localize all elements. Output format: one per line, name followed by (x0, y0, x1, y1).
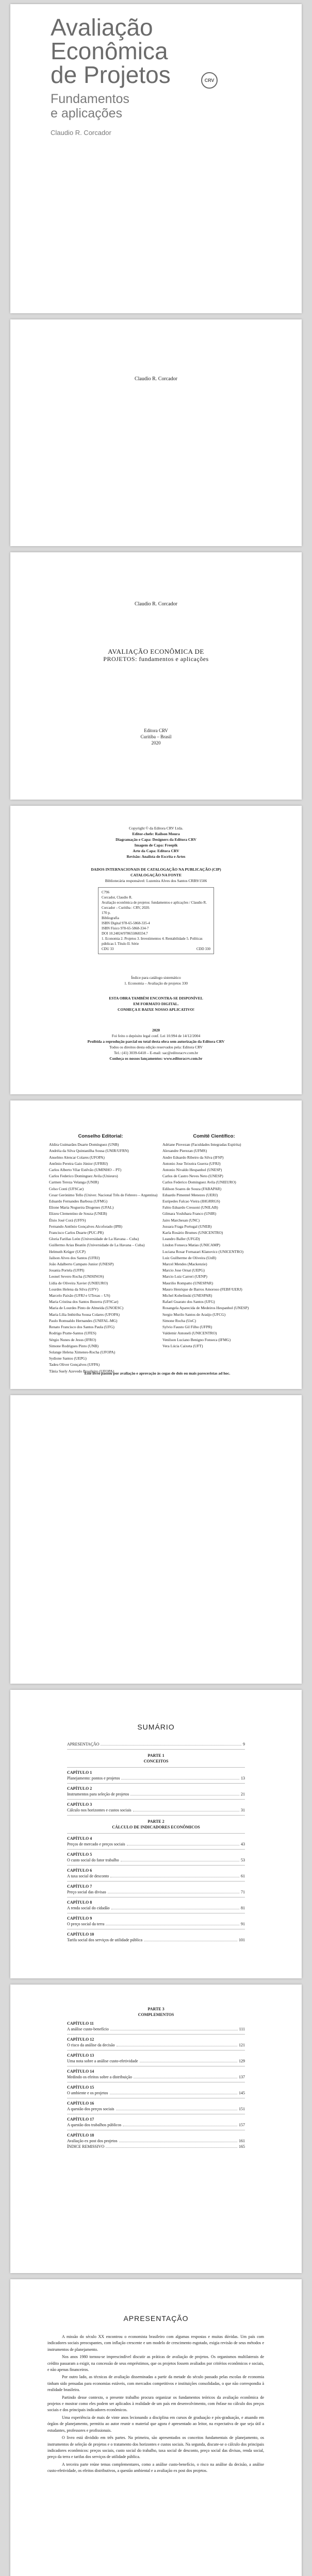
toc-chapter-label: CAPÍTULO 16 (67, 2101, 94, 2106)
editorial-board-member: Maria Lília Imbiriba Sousa Colares (UFOPA) (49, 1312, 120, 1317)
index-line: Índice para catálogo sistemático (131, 975, 181, 980)
cover-title-line: de Projetos (51, 61, 171, 88)
editorial-board-column (49, 1133, 158, 1375)
toc-entry[interactable] (67, 2138, 245, 2144)
toc-chapter-label: CAPÍTULO 4 (67, 1836, 92, 1841)
legal-line: Conheça os nossos lançamentos: www.editoracrv.com.br (109, 1056, 203, 1061)
toc-chapter-label: CAPÍTULO 1 (67, 1770, 92, 1775)
ficha-line: Bibliografia (102, 916, 119, 920)
ficha-line: Avaliação econômica de projetos: fundamentos e aplicações / Claudio R. Corcador – Curitiba : CRV, 2020. (102, 901, 207, 910)
copyright-credits (46, 825, 266, 859)
toc-entry-page: 111 (239, 2027, 245, 2031)
scientific-committee-member: Simone Rocha (UnC) (162, 1318, 196, 1323)
legal-line: Tel.: (41) 3039-6418 – E-mail: sac@editoracrv.com.br (113, 1050, 199, 1055)
toc-entry-page: 91 (241, 1922, 245, 1926)
toc-leader-dots (116, 2106, 237, 2110)
scientific-committee-column (162, 1133, 266, 1375)
toc-part-name: CONCEITOS (143, 1759, 169, 1764)
toc-leader-dots (144, 1937, 237, 1941)
toc-leader-dots (110, 1873, 239, 1877)
toc-leader-dots (117, 2042, 237, 2046)
editorial-board-member: Elione Maria Nogueira Diogenes (UFAL) (49, 1205, 114, 1210)
half-title-author: Claudio R. Corcador (134, 376, 178, 382)
ficha-line: ISBN Digital 978-65-5868-335-4 (102, 921, 150, 925)
editorial-board-member: Aldira Guimarães Duarte Domínguez (UNB) (49, 1142, 119, 1147)
scientific-committee-member: Fabio Eduardo Cressoni (UNILAB) (162, 1205, 218, 1210)
editorial-board-member: Lourdes Helena da Silva (UFV) (49, 1286, 98, 1292)
cover-subtitle-line: e aplicações (51, 106, 122, 121)
toc-leader-dots (106, 1921, 239, 1925)
scientific-committee-member: Marcio Jose Ornat (UEPG) (162, 1268, 205, 1273)
toc-entry-page: 71 (241, 1890, 245, 1894)
title-page (10, 552, 302, 800)
toc-entry[interactable] (67, 1857, 245, 1863)
editorial-board-member: Solange Helena Ximenes-Rocha (UFOPA) (49, 1349, 116, 1354)
peer-review-note: Este livro passou por avaliação e aprovação às cegas de dois ou mais pareceristas ad hoc. (84, 1371, 231, 1376)
scientific-committee-member: Rafael Guarato dos Santos (UFG) (162, 1299, 215, 1304)
toc-entry-title: Planejamento: pontos e projetos (67, 1776, 120, 1781)
catalog-heading-line: Bibliotecária responsável: Luzenira Alves dos Santos CRB9/1506 (105, 878, 207, 883)
ficha-class-row (102, 946, 210, 952)
credit-line: Imagem de Capa: Freepik (134, 843, 178, 848)
scientific-committee-member: Karla Rosário Brumes (UNICENTRO) (162, 1230, 223, 1235)
cover-page (10, 4, 302, 313)
toc-chapter-label: CAPÍTULO 5 (67, 1852, 92, 1857)
toc-entry-title: Preço social das divisas (67, 1890, 106, 1894)
presentation-text (47, 2334, 264, 2476)
toc-entry-page: 9 (243, 1742, 245, 1747)
legal-line: Foi feito o depósito legal conf. Lei 10.994 de 14/12/2004 (111, 1033, 201, 1038)
catalog-index (46, 975, 266, 986)
cover-title (51, 15, 171, 87)
scientific-committee-member: Adriane Piovezan (Faculdades Integradas Espírita) (162, 1142, 241, 1147)
paragraph: A terceira parte reúne temas complementares, como a análise custo-benefício, o risco na análise da decisão, a análise custo-efetividade, os efeitos distributivos, a questão ambiental e a avaliação ex post dos projetos. (47, 2462, 264, 2473)
toc-entry-page: 151 (239, 2107, 245, 2111)
editorial-board-member: João Adalberto Campato Junior (UNESP) (49, 1262, 114, 1267)
toc-entry[interactable] (67, 1775, 245, 1781)
ficha-cdd: CDD 330 (196, 947, 210, 951)
toc-entry-page: 13 (241, 1776, 245, 1781)
toc-chapter-label: CAPÍTULO 7 (67, 1884, 92, 1889)
catalog-heading (46, 867, 266, 884)
editorial-board-member: Eduardo Fernandes Barbosa (UFMG) (49, 1199, 108, 1204)
credit-line: Editor-chefe: Railson Moura (132, 832, 180, 836)
summary-page-2 (10, 1985, 302, 2273)
title-page-subtitle: PROJETOS: fundamentos e aplicações (103, 655, 209, 663)
editorial-board-member: Élsio José Corá (UFFS) (49, 1217, 86, 1223)
presentation-page (10, 2279, 302, 2576)
toc-separator (67, 2034, 245, 2035)
scientific-committee-member: Carlos Federico Dominguez Avila (UNIEURO) (162, 1180, 236, 1185)
scientific-committee-member: Valdemir Antoneli (UNICENTRO) (162, 1331, 217, 1336)
scientific-committee-member: Gilmara Yoshihara Franco (UNIR) (162, 1211, 217, 1216)
scientific-committee-member: Antonio Nivaldo Hespanhol (UNESP) (162, 1167, 222, 1173)
editorial-board-member: Celso Conti (UFSCar) (49, 1186, 84, 1191)
publisher-line: 2020 (151, 740, 161, 745)
copyright-page (10, 806, 302, 1094)
toc-entry[interactable] (67, 2074, 245, 2080)
toc-entry-page: 21 (241, 1792, 245, 1797)
editorial-board-member: Maria de Lourdes Pinto de Almeida (UNOESC) (49, 1306, 124, 1311)
toc-leader-dots (110, 2090, 237, 2094)
editorial-board-member: Anselmo Alencar Colares (UFOPA) (49, 1155, 105, 1160)
scientific-committee-member: Rosangela Aparecida de Medeiros Hespanhol (UNESP) (162, 1306, 249, 1311)
editorial-board-member: Marcelo Paixão (UFRJ e UTexas – US) (49, 1293, 110, 1298)
toc-entry[interactable] (67, 2026, 245, 2032)
editorial-board-member: Tadeu Oliver Gonçalves (UFPA) (49, 1362, 100, 1367)
digital-notice (46, 995, 266, 1012)
editorial-board-member: Sérgio Nunes de Jesus (IFRO) (49, 1337, 96, 1342)
toc-separator (67, 1815, 245, 1816)
editorial-board-member: Elizeu Clementino de Souza (UNEB) (49, 1211, 107, 1216)
toc-entry-title: Cálculo nos horizontes e custos sociais (67, 1808, 132, 1812)
scientific-committee-member: Venilson Luciano Benigno Fonseca (IFMG) (162, 1337, 231, 1342)
scientific-committee-member: Mauro Henrique de Barros Amoroso (FEBF/UERJ) (162, 1286, 242, 1292)
title-page-title: AVALIAÇÃO ECONÔMICA DE (108, 648, 204, 655)
ficha-line: C796 (102, 890, 110, 894)
credit-line: Arte da Capa: Editora CRV (133, 849, 179, 853)
toc-entry-page: 101 (239, 1938, 245, 1942)
title-page-author: Claudio R. Corcador (134, 601, 178, 607)
paragraph: Por outro lado, as técnicas de avaliação disseminadas a partir da metade do século passado pelas escolas de economia tinham sido pensadas para economias estáveis, com mercados competitivos e instituições consolidadas, o que não correspondia à realidade brasileira. (47, 2375, 264, 2393)
toc-entry-title: O preço social da terra (67, 1922, 105, 1926)
toc-chapter-label: CAPÍTULO 18 (67, 2133, 94, 2138)
scientific-committee-member: Carlos de Castro Neves Neto (UNESP) (162, 1174, 223, 1179)
editorial-board-member: Simone Rodrigues Pinto (UNB) (49, 1343, 99, 1348)
scientific-committee-member: Marcel Mendes (Mackenzie) (162, 1262, 207, 1267)
editorial-board-heading: Conselho Editorial: (78, 1133, 123, 1139)
toc-leader-dots (106, 2144, 237, 2148)
toc-entry-page: 161 (239, 2139, 245, 2143)
ficha-cdu: CDU 33 (102, 947, 114, 951)
editorial-columns (49, 1133, 266, 1375)
editorial-board-member: Rodrigo Pratte-Santos (UFES) (49, 1331, 96, 1336)
toc-leader-dots (133, 1807, 239, 1811)
index-line: 1. Economia – Avaliação de projetos 330 (124, 981, 188, 986)
toc-entry-page: 137 (239, 2075, 245, 2079)
digital-notice-line: ESTA OBRA TAMBÉM ENCONTRA-SE DISPONÍVEL (109, 996, 203, 1001)
toc-chapter-label: CAPÍTULO 8 (67, 1900, 92, 1905)
catalog-card (98, 887, 214, 954)
toc-leader-dots (110, 2026, 238, 2030)
toc-entry[interactable] (67, 1791, 245, 1797)
toc-entry[interactable] (67, 1841, 245, 1847)
toc-entry-page: 31 (241, 1808, 245, 1812)
toc-entry[interactable] (67, 2090, 245, 2096)
toc-leader-dots (123, 2122, 237, 2126)
toc-entry-title: Instrumentos para seleção de projetos (67, 1792, 129, 1797)
toc-part-name: CÁLCULO DE INDICADORES ECONÔMICOS (112, 1825, 200, 1829)
editorial-board-member: Leonel Severo Rocha (UNISINOS) (49, 1274, 104, 1279)
toc-leader-dots (130, 1791, 239, 1795)
summary-page-1 (10, 1690, 302, 1978)
ficha-line: ISBN Físico 978-65-5868-334-7 (102, 926, 149, 930)
editorial-board-member: Andréia da Silva Quintanilha Sousa (UNIR/UFRN) (49, 1148, 129, 1154)
summary-title: SUMÁRIO (137, 1723, 175, 1731)
toc-entry-title: O risco da análise da decisão (67, 2043, 115, 2047)
toc-entry[interactable] (67, 1921, 245, 1927)
toc-entry-page: 61 (241, 1874, 245, 1878)
toc-chapter-label: CAPÍTULO 15 (67, 2085, 94, 2090)
scientific-committee-member: Luiz Guilherme de Oliveira (UnB) (162, 1255, 217, 1260)
toc-separator (67, 1865, 245, 1866)
presentation-title: APRESENTAÇÃO (123, 2314, 189, 2323)
toc-leader-dots (119, 2138, 237, 2142)
toc-entry[interactable] (67, 1807, 245, 1813)
scientific-committee-member: Antonio Jose Teixeira Guerra (UFRJ) (162, 1161, 221, 1166)
toc-leader-dots (121, 1857, 239, 1861)
toc-entry[interactable] (67, 1937, 245, 1943)
toc-entry[interactable] (67, 1741, 245, 1747)
cover-subtitle-line: Fundamentos (51, 92, 129, 106)
toc-part-name: COMPLEMENTOS (138, 2012, 174, 2017)
toc-entry-title: APRESENTAÇÃO (67, 1742, 100, 1747)
toc-chapter-label: CAPÍTULO 9 (67, 1916, 92, 1921)
toc-chapter-label: CAPÍTULO 10 (67, 1932, 94, 1937)
editorial-board-member: Tânia Suely Azevedo Brasileiro (UFOPA) (49, 1368, 114, 1374)
toc-chapter-label: CAPÍTULO 12 (67, 2037, 94, 2042)
toc-separator (67, 1767, 245, 1768)
toc-entry-page: 165 (239, 2144, 245, 2149)
toc-chapter-label: CAPÍTULO 3 (67, 1802, 92, 1807)
toc-separator (67, 1833, 245, 1834)
title-page-publisher (10, 727, 302, 746)
toc-entry-title: Avaliação ex post dos projetos (67, 2139, 118, 2143)
ficha-line: 1. Economia 2. Projetos 3. Investimentos 4. Rentabilidade 5. Políticas públicas I. Título II. Série (102, 937, 203, 946)
toc-separator (67, 1881, 245, 1882)
toc-entry[interactable] (67, 1889, 245, 1895)
half-title-page (10, 319, 302, 546)
toc-entry-title: A questão dos preços sociais (67, 2107, 114, 2111)
editorial-board-member: Antônio Pereira Gaio Júnior (UFRRJ) (49, 1161, 108, 1166)
toc-entry-title: A questão dos trabalhos públicos (67, 2123, 122, 2127)
scientific-committee-member: Sylvio Fausto Gil Filho (UFPR) (162, 1325, 212, 1330)
toc-separator (67, 1849, 245, 1850)
toc-entry[interactable] (67, 1905, 245, 1911)
toc-part-label: PARTE 1 (147, 1753, 165, 1758)
toc-chapter-label: CAPÍTULO 2 (67, 1786, 92, 1791)
editorial-board-member: Carmen Tereza Velanga (UNIR) (49, 1180, 99, 1185)
catalog-heading-line: CATALOGAÇÃO NA FONTE (130, 873, 182, 877)
paragraph: A missão do século XX encontrou o economista brasileiro com algumas respostas e muitas dúvidas. Um país com indicadores sociais preocupantes, com inflação crescente e um modelo de crescimento esgotado, exigia revisão de seus métodos e instrumentos de planejamento. (47, 2334, 264, 2352)
table-of-contents-continued (67, 2003, 245, 2149)
scientific-committee-member: Leandro Baller (UFGD) (162, 1236, 200, 1242)
toc-leader-dots (134, 2074, 237, 2078)
table-of-contents (67, 1741, 245, 1943)
publisher-line: Curitiba – Brasil (140, 734, 172, 739)
paragraph: Partindo desse contexto, o presente trabalho procura organizar os fundamentos teóricos da avaliação econômica de projetos e mostrar como eles podem ser aplicados à realidade de um país em desenvolvimento, com ênfase no cálculo dos preços sociais e dos principais indicadores econômicos. (47, 2395, 264, 2413)
legal-notice (46, 1027, 266, 1061)
scientific-committee-member: Euripedes Falcao Vieira (IHGRRGS) (162, 1199, 220, 1204)
paragraph: Uma experiência de mais de vinte anos lecionando a disciplina em cursos de graduação e pós-graduação, e atuando em órgãos de planejamento, permitiu ao autor reunir o material que agora é apresentado ao leitor, na expectativa de que seja útil a estudantes, professores e profissionais. (47, 2415, 264, 2433)
toc-chapter-label: CAPÍTULO 17 (67, 2117, 94, 2122)
toc-part-label: PARTE 3 (147, 2007, 165, 2011)
cover-title-line: Econômica (51, 38, 168, 64)
toc-chapter-label: CAPÍTULO 14 (67, 2069, 94, 2074)
editorial-board-member: Paulo Romualdo Hernandes (UNIFAL-MG) (49, 1318, 118, 1323)
scientific-committee-member: Vera Lúcia Caixeta (UFT) (162, 1343, 203, 1348)
toc-entry-title: A renda social do cidadão (67, 1906, 110, 1910)
toc-entry-page: 43 (241, 1842, 245, 1846)
toc-entry-page: 145 (239, 2091, 245, 2095)
toc-leader-dots (140, 2058, 238, 2062)
editorial-board-member: Carlos Federico Dominguez Avila (Unieuro) (49, 1174, 118, 1179)
cover-author: Claudio R. Corcador (51, 129, 111, 137)
legal-line: Todos os direitos desta edição reservados pela: Editora CRV (109, 1045, 203, 1049)
digital-notice-line: CONHEÇA E BAIXE NOSSO APLICATIVO! (118, 1007, 194, 1012)
editorial-board-member: Carlos Alberto Vilar Estêvão (UMINHO – PT) (49, 1167, 122, 1173)
toc-entry[interactable] (67, 2042, 245, 2048)
toc-leader-dots (111, 1905, 239, 1909)
scientific-committee-member: Jussara Fraga Portugal (UNEB) (162, 1224, 212, 1229)
toc-entry-title: Medindo os efeitos sobre a distribuição (67, 2075, 132, 2079)
toc-entry-title: Preços de mercado e preços sociais (67, 1842, 125, 1846)
editorial-board-member: Jailson Alves dos Santos (UFRJ) (49, 1255, 100, 1260)
scientific-committee-member: Maurilio Rompatto (UNESPAR) (162, 1280, 214, 1285)
toc-separator (67, 1799, 245, 1800)
cover-subtitle (51, 92, 129, 121)
toc-entry[interactable] (67, 2122, 245, 2128)
scientific-committee-member: Alexandre Pierezan (UFMS) (162, 1148, 207, 1154)
ficha-line: 170 p. (102, 911, 111, 915)
toc-leader-dots (121, 1775, 239, 1780)
scientific-committee-member: Sergio Murilo Santos de Araújo (UFCG) (162, 1312, 226, 1317)
toc-chapter-label: CAPÍTULO 6 (67, 1868, 92, 1873)
scientific-committee-member: Lindon Fonseca Matias (UNICAMP) (162, 1243, 220, 1248)
toc-leader-dots (108, 1889, 239, 1893)
editorial-board-member: Josania Portela (UFPI) (49, 1268, 85, 1273)
editorial-board-member: Renato Francisco dos Santos Paula (UFG) (49, 1325, 114, 1330)
credit-line: Revisão: Analista de Escrita e Artes (126, 854, 186, 859)
toc-entry-page: 129 (239, 2059, 245, 2063)
ficha-line: DOI 10.24824/978655868334.7 (102, 931, 148, 936)
publisher-logo: CRV (201, 72, 218, 89)
scientific-committee-member: Michel Kobelinski (UNESPAR) (162, 1293, 212, 1298)
paragraph: O livro está dividido em três partes. Na primeira, são apresentados os conceitos fundamentais de planejamento, os instrumentos de seleção de projetos e o tratamento dos horizontes e custos sociais. Na segunda, discute-se o cálculo dos principais indicadores econômicos: preços sociais, custo social do trabalho, taxa social de desconto, preço social das divisas, renda social, preço da terra e tarifas dos serviços de utilidade pública. (47, 2435, 264, 2460)
toc-entry-title: Uma nota sobre a análise custo-efetividade (67, 2059, 138, 2063)
scientific-committee-member: Marcio Luiz Carreri (UENP) (162, 1274, 207, 1279)
toc-entry[interactable] (67, 2144, 245, 2149)
toc-entry[interactable] (67, 2106, 245, 2112)
digital-notice-line: EM FORMATO DIGITAL. (133, 1002, 179, 1006)
toc-entry-title: O custo social do fator trabalho (67, 1858, 119, 1862)
scientific-committee-member: Andre Eduardo Ribeiro da Silva (IFSP) (162, 1155, 224, 1160)
toc-entry-title: A taxa social de desconto (67, 1874, 109, 1878)
editorial-board-member: Guillermo Arias Beatón (Universidade de La Havana – Cuba) (49, 1243, 145, 1248)
cover-title-line: Avaliação (51, 14, 153, 41)
scientific-committee-member: Edilson Soares de Souza (FABAPAR) (162, 1186, 222, 1191)
toc-leader-dots (127, 1841, 239, 1845)
legal-line: 2020 (152, 1028, 160, 1032)
scientific-committee-member: Eduardo Pimentel Menezes (UERJ) (162, 1192, 218, 1197)
scientific-committee-member: Luciana Rosar Fornazari Klanovicz (UNICENTRO) (162, 1249, 244, 1254)
scientific-committee-heading: Comitê Científico: (193, 1133, 235, 1139)
toc-entry-page: 81 (241, 1906, 245, 1910)
editorial-board-member: Helmuth Krüger (UCP) (49, 1249, 86, 1254)
toc-leader-dots (101, 1741, 241, 1745)
catalog-heading-line: DADOS INTERNACIONAIS DE CATALOGAÇÃO NA PUBLICAÇÃO (CIP) (91, 867, 221, 872)
editorial-board-member: Cesar Gerónimo Tello (Univer. Nacional Três de Febrero – Argentina) (49, 1192, 158, 1197)
toc-chapter-label: CAPÍTULO 13 (67, 2053, 94, 2058)
toc-entry-title: O ambiente e os projetos (67, 2091, 108, 2095)
ficha-line: Corcador, Claudio R. (102, 895, 133, 900)
toc-separator (67, 1783, 245, 1784)
editorial-board-member: Francisco Carlos Duarte (PUC-PR) (49, 1230, 104, 1235)
toc-part-label: PARTE 2 (147, 1819, 165, 1824)
editorial-board-member: Gloria Fariñas León (Universidade de La Havana – Cuba) (49, 1236, 139, 1242)
toc-entry-page: 157 (239, 2123, 245, 2127)
toc-entry[interactable] (67, 1873, 245, 1879)
toc-entry-title: Tarifa social dos serviços de utilidade pública (67, 1938, 143, 1942)
credit-line: Diagramação e Capa: Designers da Editora CRV (116, 837, 196, 842)
blank-page (10, 1395, 302, 1684)
credit-line: Copyright © da Editora CRV Ltda. (129, 826, 183, 831)
legal-line: Proibida a reprodução parcial ou total desta obra sem autorização da Editora CRV (87, 1039, 225, 1044)
editorial-board-member: Sydione Santos (UEPG) (49, 1356, 87, 1361)
paragraph: Nos anos 1980 tornou-se imprescindível discutir as práticas de avaliação de projetos. Os organismos multilaterais de crédito passaram a exigir, na concessão de seus empréstimos, que os projetos fossem avaliados por critérios econômicos e sociais, e não apenas financeiros. (47, 2354, 264, 2372)
toc-entry[interactable] (67, 2058, 245, 2064)
toc-entry-title: ÍNDICE REMISSIVO (67, 2144, 105, 2149)
publisher-line: Editora CRV (144, 728, 168, 733)
editorial-board-member: Fernando Antônio Gonçalves Alcoforado (IPB) (49, 1224, 123, 1229)
editorial-board-page (10, 1100, 302, 1389)
scientific-committee-member: Jairo Marchesan (UNC) (162, 1217, 200, 1223)
toc-entry-page: 53 (241, 1858, 245, 1862)
editorial-board-member: Lídia de Oliveira Xavier (UNIEURO) (49, 1280, 108, 1285)
editorial-board-member: Maria Cristina dos Santos Bezerra (UFSCar) (49, 1299, 119, 1304)
toc-chapter-label: CAPÍTULO 11 (67, 2021, 94, 2026)
toc-separator (67, 1749, 245, 1750)
toc-entry-page: 121 (239, 2043, 245, 2047)
toc-entry-title: A análise custo-benefício (67, 2027, 109, 2031)
